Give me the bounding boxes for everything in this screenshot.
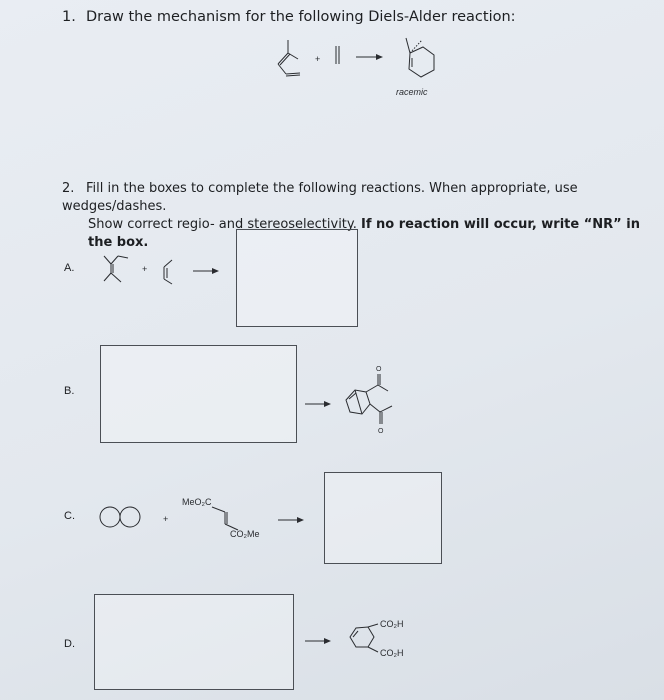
question-1-text: Draw the mechanism for the following Diels-Alder reaction: xyxy=(86,9,516,25)
part-b-product xyxy=(346,366,392,435)
part-d-substituent-bottom: CO₂H xyxy=(380,648,404,658)
part-a-diene xyxy=(104,256,128,282)
question-1-number: 1. xyxy=(62,9,76,25)
part-d-label: D. xyxy=(64,638,75,650)
question-2-line2-plain: Show correct regio- and stereoselectivity. xyxy=(88,217,362,232)
part-a-plus: + xyxy=(142,264,148,274)
question-2-line1: Fill in the boxes to complete the following reactions. When appropriate, use wedges/dashes. xyxy=(62,181,578,214)
part-d-product xyxy=(350,624,378,652)
part-c-reagent-top: MeO₂C xyxy=(182,497,212,507)
part-a-dienophile xyxy=(164,260,172,284)
part-b-label: B. xyxy=(64,385,75,397)
part-c-dienophile xyxy=(212,507,238,530)
part-c-label: C. xyxy=(64,510,75,522)
part-d-substituent-top: CO₂H xyxy=(380,619,404,629)
q1-dienophile xyxy=(336,46,339,64)
svg-text:O: O xyxy=(378,428,384,435)
part-c-plus: + xyxy=(163,514,169,524)
q1-racemic-note: racemic xyxy=(396,87,428,97)
svg-text:O: O xyxy=(376,366,382,373)
q1-diene xyxy=(278,40,300,76)
part-a-label: A. xyxy=(64,262,75,274)
part-c-diene xyxy=(100,507,140,527)
part-c-reagent-bottom: CO₂Me xyxy=(230,529,260,539)
question-2-line2-bold: If no reaction will occur, write “NR” in the box. xyxy=(88,217,640,250)
q1-product xyxy=(406,38,434,77)
q1-plus: + xyxy=(315,54,321,64)
question-2-number: 2. xyxy=(62,181,75,196)
